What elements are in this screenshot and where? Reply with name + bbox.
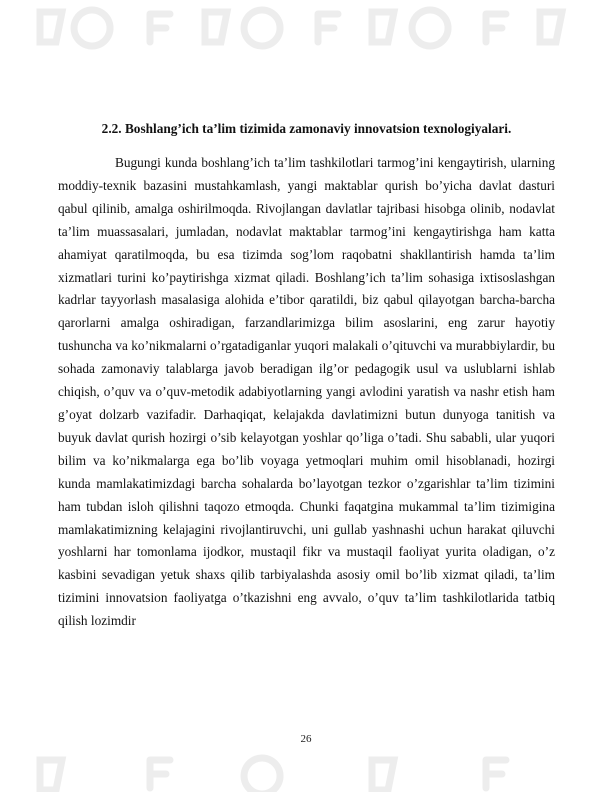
watermark-glyph bbox=[412, 10, 448, 46]
watermark-glyph bbox=[40, 12, 62, 42]
watermark-glyph bbox=[372, 760, 394, 790]
watermark-glyph bbox=[150, 760, 170, 788]
watermark-glyph bbox=[244, 758, 280, 792]
watermark-glyph bbox=[540, 12, 562, 42]
body-paragraph: Bugungi kunda boshlang’ich ta’lim tashkilotlari tarmog’ini kengaytirish, ularning moddiy-texnik bazasini mustahkamlash, yangi maktablar qurish bo’yicha davlat dasturi qabul qilinib, amalga oshirilmoqda. Rivojlangan davlatlar tajribasi hisobga olinib, nodavlat ta’lim muassasalari, jumladan, nodavlat maktablar tarmog’ini kengaytirishga ham katta ahamiyat qaratilmoqda, bu esa tizimda sog’lom raqobatni shakllantirish hamda ta’lim xizmatlari turini ko’paytirishga xizmat qiladi. Boshlang’ich ta’lim sohasiga ixtisoslashgan kadrlar tayyorlash masalasiga alohida e’tibor qaratildi, biz qabul qilayotgan barcha-barcha qarorlarni amalga oshiradigan, farzandlarimizga bilim asoslarini, eng zarur hayotiy tushuncha va ko’nikmalarni o’rgatadiganlar yuqori malakali o’qituvchi va murabbiylardir, bu sohada zamonaviy talablarga javob beradigan ilg’or pedagogik usul va uslublarni ishlab chiqish, o’quv va o’quv-metodik adabiyotlarning yangi avlodini yaratish va nashr etish ham g’oyat dolzarb vazifadir. Darhaqiqat, kelajakda davlatimizni butun dunyoga tanitish va buyuk davlat qurish hozirgi o’sib kelayotgan yoshlar qo’liga o’tadi. Shu sababli, ular yuqori bilim va ko’nikmalarga ega bo’lib voyaga yetmoqlari muhim omil hisoblanadi, hozirgi kunda mamlakatimizdagi barcha sohalarda bo’layotgan tezkor o’zgarishlar ta’lim tizimini ham tubdan isloh qilishni taqozo etmoqda. Chunki faqatgina mukammal ta’lim tizimigina mamlakatimizning kelajagini rivojlantiruvchi, uni gullab yashnashi uchun harakat qiluvchi yoshlarni har tomonlama ijodkor, mustaqil fikr va mustaqil faoliyat yurita oladigan, o’z kasbini sevadigan yetuk shaxs qilib tarbiyalashda asosiy omil bo’lib xizmat qiladi, ta’lim tizimini innovatsion faoliyatga o’tkazishni eng avvalo, o’quv ta’lim tashkilotlarida tatbiq qilish lozimdir bbox=[58, 155, 555, 629]
watermark-glyph bbox=[74, 10, 110, 46]
watermark-glyph bbox=[486, 14, 506, 42]
document-page bbox=[58, 118, 555, 633]
watermark-glyph bbox=[486, 760, 506, 788]
page-number: 26 bbox=[300, 733, 312, 745]
section-heading: 2.2. Boshlang’ich ta’lim tizimida zamonaviy innovatsion texnologiyalari. bbox=[101, 121, 512, 136]
watermark-glyph bbox=[150, 14, 170, 42]
watermark-glyph bbox=[205, 12, 227, 42]
watermark-glyph bbox=[40, 760, 62, 790]
watermark-glyph bbox=[244, 10, 280, 46]
watermark-glyph bbox=[372, 12, 394, 42]
watermark-glyph bbox=[318, 14, 338, 42]
